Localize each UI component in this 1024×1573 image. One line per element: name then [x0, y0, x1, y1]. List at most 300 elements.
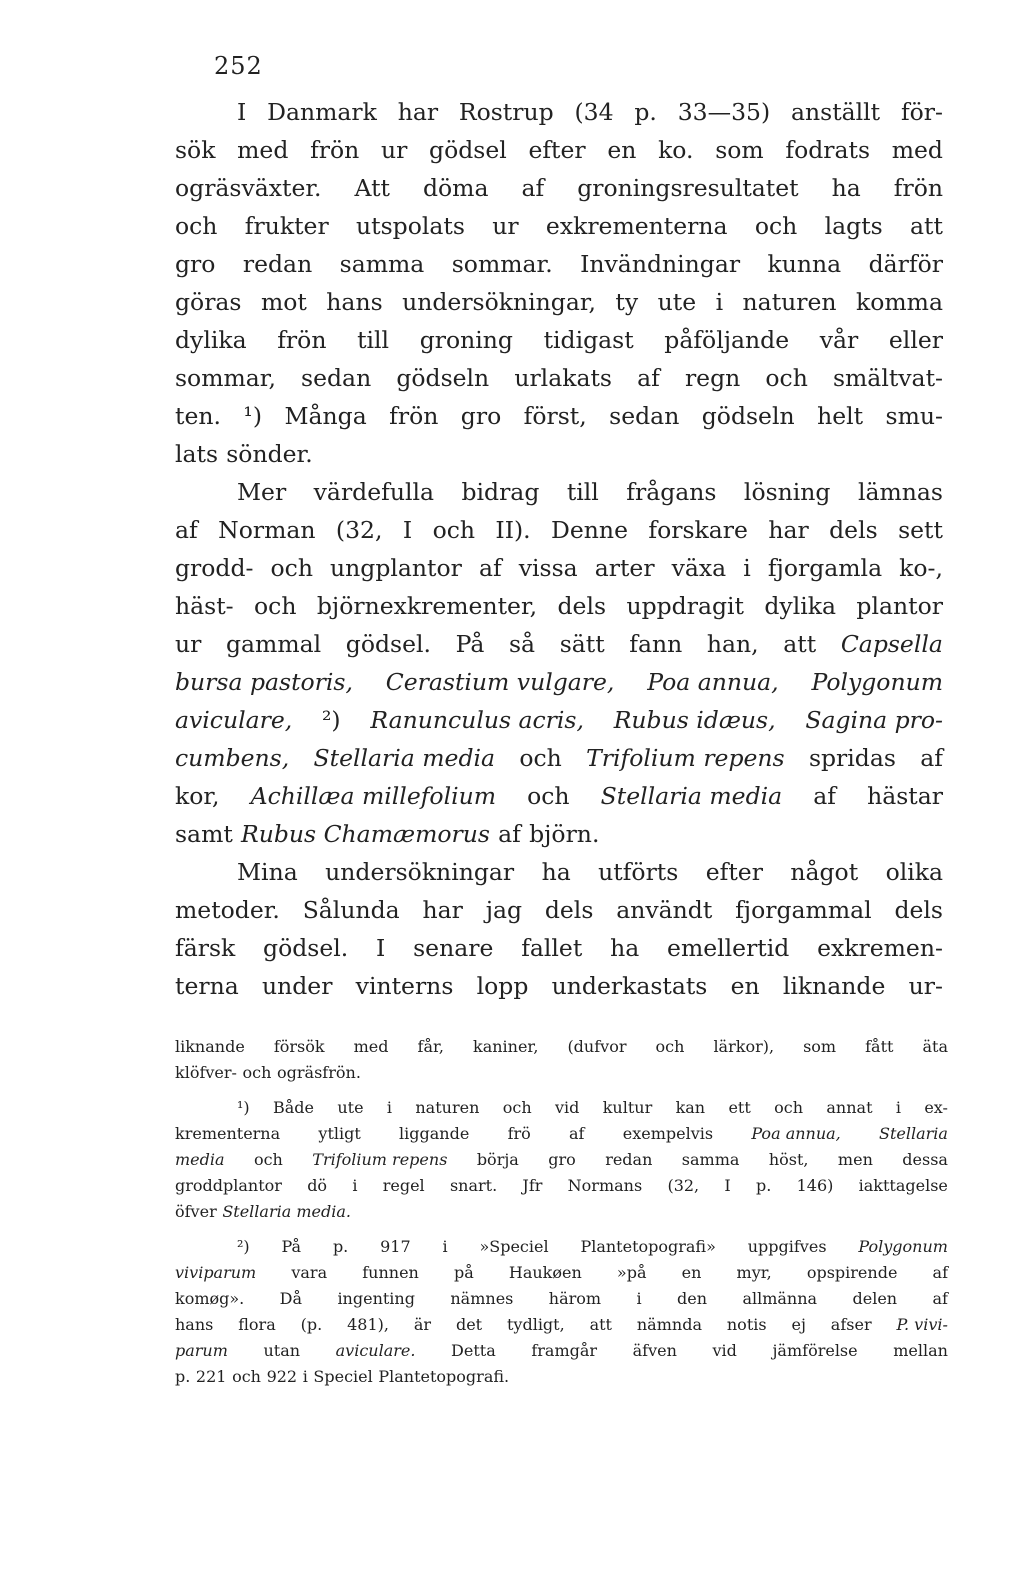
text-line [175, 364, 943, 402]
text-line [175, 706, 943, 744]
italic-text: Stellaria media [313, 744, 496, 772]
text-segment: ten. [175, 402, 221, 430]
footnote-line [175, 1263, 948, 1289]
text-segment: På [455, 630, 485, 658]
text-segment: hans [326, 288, 383, 316]
text-segment: 33—35) [677, 98, 771, 126]
text-segment: liknande [782, 972, 886, 1000]
text-segment: hans [175, 1315, 214, 1334]
text-segment: fodrats [785, 136, 871, 164]
text-segment: krementerna [175, 1124, 281, 1143]
text-segment: och [432, 516, 476, 544]
text-segment: Denne [551, 516, 628, 544]
text-segment: sedan [609, 402, 680, 430]
italic-text: Trifolium repens [312, 1150, 448, 1169]
text-segment: undersökningar, [402, 288, 596, 316]
text-segment: sönder. [226, 440, 313, 468]
text-segment: med [353, 1037, 389, 1056]
italic-text: Cerastium vulgare, [385, 668, 615, 696]
text-segment: Detta [451, 1341, 496, 1360]
text-segment: ur [175, 630, 202, 658]
text-segment: redan [242, 250, 313, 278]
footnote-line [175, 1176, 948, 1202]
text-segment: ²) [237, 1237, 250, 1256]
footnote-line [175, 1202, 948, 1228]
text-segment: vid [712, 1341, 737, 1360]
text-segment: efter [528, 136, 586, 164]
text-segment: (dufvor [567, 1037, 627, 1056]
text-segment: och [765, 364, 808, 392]
text-segment: framgår [531, 1341, 598, 1360]
text-segment: frön [310, 136, 360, 164]
text-segment: lärkor), [713, 1037, 775, 1056]
text-segment: att [783, 630, 817, 658]
text-segment: dö [307, 1176, 328, 1195]
text-segment: en [607, 136, 637, 164]
text-segment: flora [238, 1315, 276, 1334]
text-segment: kor, [175, 782, 220, 810]
text-line [175, 98, 943, 136]
text-segment: Normans [567, 1176, 643, 1195]
text-segment: att [589, 1315, 612, 1334]
text-segment: gro [175, 250, 216, 278]
text-line [175, 782, 943, 820]
text-segment: lagts [824, 212, 883, 240]
text-segment: att [910, 212, 943, 240]
text-segment: i [302, 1367, 308, 1386]
text-segment: påföljande [664, 326, 790, 354]
text-segment: ett [728, 1098, 751, 1117]
text-segment: fallet [521, 934, 583, 962]
italic-text: P. vivi- [896, 1315, 948, 1334]
text-segment: björn. [529, 820, 600, 848]
text-segment: fjorgammal [735, 896, 872, 924]
text-segment: ex- [924, 1098, 948, 1117]
text-segment: frön [389, 402, 439, 430]
text-line [175, 630, 943, 668]
text-segment: nämnda [636, 1315, 702, 1334]
text-segment: liggande [399, 1124, 470, 1143]
text-segment: och [270, 554, 313, 582]
text-segment: samt [175, 820, 233, 848]
text-segment: sätt [559, 630, 605, 658]
text-segment: som [803, 1037, 837, 1056]
text-segment: och [519, 744, 562, 772]
text-segment: af [569, 1124, 585, 1143]
text-segment: han, [706, 630, 759, 658]
text-segment: vissa [518, 554, 578, 582]
text-segment: spridas [808, 744, 896, 772]
text-segment: ungplantor [330, 554, 462, 582]
text-segment: af [637, 364, 660, 392]
text-segment: gödseln [701, 402, 795, 430]
text-segment: forskare [648, 516, 748, 544]
text-segment: lösning [743, 478, 831, 506]
text-segment: olika [885, 858, 943, 886]
text-segment: ko. [658, 136, 694, 164]
text-segment: sök [175, 136, 216, 164]
text-segment: underkastats [551, 972, 708, 1000]
text-segment: smu- [885, 402, 943, 430]
text-segment: 481), [347, 1315, 389, 1334]
italic-text: Ranunculus acris, [370, 706, 584, 734]
text-segment: mellan [893, 1341, 948, 1360]
text-line [175, 554, 943, 592]
text-segment: dels [557, 592, 607, 620]
text-segment: i [386, 1098, 393, 1117]
text-segment: Danmark [267, 98, 377, 126]
italic-text: Stellaria [879, 1124, 948, 1143]
text-segment: utan [263, 1341, 301, 1360]
italic-text: Polygonum [811, 668, 943, 696]
text-segment: redan [605, 1150, 653, 1169]
text-segment: något [790, 858, 859, 886]
text-segment: ¹) [237, 1098, 250, 1117]
text-segment: komma [856, 288, 943, 316]
text-segment: i [743, 554, 751, 582]
italic-text: Stellaria media. [222, 1202, 351, 1221]
text-segment: användt [616, 896, 713, 924]
text-segment: är [413, 1315, 432, 1334]
italic-text: Rubus idæus, [613, 706, 776, 734]
text-segment: regel [382, 1176, 425, 1195]
text-segment: Mer [237, 478, 287, 506]
text-line [175, 326, 943, 364]
text-segment: groningsresultatet [577, 174, 799, 202]
text-segment: ur [492, 212, 519, 240]
text-segment: af [932, 1263, 948, 1282]
text-segment: af [498, 820, 521, 848]
text-segment: ingenting [337, 1289, 415, 1308]
text-segment: På [281, 1237, 302, 1256]
text-segment: äta [922, 1037, 948, 1056]
text-segment: ogräsväxter. [175, 174, 322, 202]
text-line [175, 896, 943, 934]
italic-text: Capsella [840, 630, 943, 658]
text-segment: tydligt, [506, 1315, 565, 1334]
text-segment: som [715, 136, 764, 164]
text-segment: urlakats [514, 364, 612, 392]
text-segment: höst, [768, 1150, 809, 1169]
text-segment: Norman [218, 516, 316, 544]
text-segment: och [253, 1150, 283, 1169]
text-segment: vinterns [355, 972, 454, 1000]
text-segment: samma [339, 250, 425, 278]
text-line [175, 744, 943, 782]
text-segment: p. [634, 98, 657, 126]
text-segment: i [636, 1289, 642, 1308]
text-segment: därför [868, 250, 943, 278]
footnote-line [175, 1315, 948, 1341]
text-segment: emellertid [667, 934, 790, 962]
text-segment: 146) [796, 1176, 834, 1195]
text-segment: gammal [226, 630, 322, 658]
text-segment: allmänna [742, 1289, 818, 1308]
text-segment: frön [893, 174, 943, 202]
text-segment: liknande [175, 1037, 245, 1056]
text-segment: och [242, 1063, 272, 1082]
text-segment: (32, [335, 516, 383, 544]
text-segment: I [376, 934, 386, 962]
text-segment: gro [460, 402, 502, 430]
text-segment: fjorgamla [767, 554, 883, 582]
text-segment: groning [419, 326, 513, 354]
text-segment: utspolats [356, 212, 465, 240]
text-line [175, 440, 943, 478]
text-segment: ur [380, 136, 408, 164]
text-segment: kaniner, [473, 1037, 539, 1056]
italic-text: Poa annua, [751, 1124, 841, 1143]
italic-text: cumbens, [175, 744, 290, 772]
text-segment: Många [284, 402, 367, 430]
text-segment: ha [610, 934, 640, 962]
text-segment: och [502, 1098, 532, 1117]
italic-text: aviculare. [335, 1341, 416, 1360]
text-segment: snart. [449, 1176, 498, 1195]
text-segment: notis [726, 1315, 767, 1334]
text-line [175, 250, 943, 288]
text-segment: så [509, 630, 536, 658]
text-segment: sommar. [451, 250, 553, 278]
text-segment: frågans [626, 478, 717, 506]
text-segment: kultur [602, 1098, 653, 1117]
text-segment: ej [791, 1315, 806, 1334]
text-segment: med [237, 136, 289, 164]
text-segment: terna [175, 972, 239, 1000]
text-segment: en [681, 1263, 702, 1282]
text-segment: har [422, 896, 463, 924]
text-segment: vara [291, 1263, 328, 1282]
text-segment: i [895, 1098, 901, 1117]
text-segment: först, [523, 402, 587, 430]
text-line [175, 934, 943, 972]
text-segment: naturen [742, 288, 837, 316]
text-segment: värdefulla [313, 478, 435, 506]
text-segment: uppdragit [626, 592, 744, 620]
text-segment: får, [417, 1037, 444, 1056]
text-segment: kunna [767, 250, 842, 278]
footnote-line [175, 1063, 948, 1089]
text-segment: under [261, 972, 333, 1000]
footnote-line [175, 1237, 948, 1263]
text-segment: till [566, 478, 599, 506]
footnote-line [175, 1289, 948, 1315]
text-segment: ogräsfrön. [277, 1063, 361, 1082]
text-segment: men [837, 1150, 873, 1169]
text-segment: regn [684, 364, 741, 392]
text-segment: grodd- [175, 554, 254, 582]
text-segment: Plantetopografi. [378, 1367, 510, 1386]
text-segment: lopp [476, 972, 529, 1000]
text-segment: jag [485, 896, 523, 924]
text-segment: exkremen- [817, 934, 943, 962]
text-segment: lämnas [857, 478, 943, 506]
text-segment: göras [175, 288, 242, 316]
text-segment: vid [554, 1098, 580, 1117]
text-segment: klöfver- [175, 1063, 237, 1082]
footnote-line [175, 1037, 948, 1063]
text-segment: ha [541, 858, 571, 886]
text-line [175, 972, 943, 1010]
italic-text: Trifolium repens [586, 744, 785, 772]
text-segment: i [442, 1237, 448, 1256]
text-segment: har [397, 98, 439, 126]
text-segment: Då [279, 1289, 303, 1308]
text-segment: samma [681, 1150, 740, 1169]
text-segment: myr, [736, 1263, 772, 1282]
text-segment: ko-, [899, 554, 943, 582]
text-segment: nämnes [450, 1289, 514, 1308]
text-segment: ha [831, 174, 861, 202]
text-segment: af [920, 744, 943, 772]
text-line [175, 288, 943, 326]
text-line [175, 402, 943, 440]
text-segment: fått [865, 1037, 894, 1056]
text-segment: dylika [764, 592, 836, 620]
text-segment: sett [898, 516, 943, 544]
italic-text: media [175, 1150, 225, 1169]
text-segment: häst- [175, 592, 234, 620]
text-segment: ty [615, 288, 639, 316]
text-segment: funnen [362, 1263, 419, 1282]
text-segment: ur- [908, 972, 943, 1000]
italic-text: aviculare, [175, 706, 293, 734]
text-segment: af [478, 554, 502, 582]
text-segment: Att [354, 174, 390, 202]
text-segment: 922 [266, 1367, 298, 1386]
footnote-line [175, 1341, 948, 1367]
text-segment: ²) [322, 706, 341, 734]
text-segment: »på [616, 1263, 647, 1282]
text-segment: Mina [237, 858, 298, 886]
body-text [175, 98, 943, 1010]
text-segment: och [527, 782, 570, 810]
italic-text: Achillæa millefolium [250, 782, 497, 810]
text-segment: annat [826, 1098, 873, 1117]
text-line [175, 592, 943, 630]
text-segment: Jfr [522, 1176, 543, 1195]
text-segment: dels [894, 896, 943, 924]
text-segment: kan [675, 1098, 706, 1117]
text-segment: Speciel [313, 1367, 373, 1386]
text-segment: opspirende [806, 1263, 898, 1282]
text-segment: jämförelse [772, 1341, 858, 1360]
text-segment: och [254, 592, 297, 620]
text-segment: frö [507, 1124, 531, 1143]
footnote-line [175, 1098, 948, 1124]
text-line [175, 174, 943, 212]
text-segment: och [232, 1367, 261, 1386]
italic-text: Rubus Chamæmorus [241, 820, 490, 848]
text-segment: och [655, 1037, 685, 1056]
text-segment: exkrementerna [545, 212, 728, 240]
text-segment: mot [260, 288, 307, 316]
text-segment: exempelvis [622, 1124, 714, 1143]
text-segment: och [175, 212, 218, 240]
text-segment: af [521, 174, 545, 202]
text-segment: börja [476, 1150, 519, 1169]
text-segment: gödseln [396, 364, 490, 392]
text-segment: Rostrup [458, 98, 554, 126]
text-segment: efter [705, 858, 763, 886]
text-segment: gro [548, 1150, 576, 1169]
text-segment: (p. [300, 1315, 323, 1334]
text-line [175, 820, 943, 858]
text-line [175, 516, 943, 554]
text-segment: fann [629, 630, 683, 658]
footnote-line [175, 1150, 948, 1176]
text-segment: en [730, 972, 760, 1000]
text-segment: metoder. [175, 896, 280, 924]
text-segment: iakttagelse [858, 1176, 948, 1195]
text-segment: I [402, 516, 413, 544]
text-segment: (34 [574, 98, 614, 126]
text-segment: på [453, 1263, 474, 1282]
text-segment: i [352, 1176, 358, 1195]
text-segment: frön [277, 326, 327, 354]
text-segment: eller [888, 326, 943, 354]
text-segment: utförts [598, 858, 679, 886]
text-segment: och [754, 212, 798, 240]
text-segment: Både [273, 1098, 315, 1117]
text-segment: p. [175, 1367, 191, 1386]
text-segment: af [932, 1289, 948, 1308]
italic-text: Sagina pro- [805, 706, 943, 734]
text-segment: Sålunda [302, 896, 400, 924]
text-line [175, 668, 943, 706]
text-segment: komøg». [175, 1289, 245, 1308]
text-segment: af [175, 516, 198, 544]
text-segment: ytligt [318, 1124, 361, 1143]
text-segment: 917 [380, 1237, 411, 1256]
text-segment: afser [830, 1315, 872, 1334]
italic-text: parum [175, 1341, 228, 1360]
text-segment: och [774, 1098, 804, 1117]
text-segment: vår [819, 326, 859, 354]
text-segment: färsk [175, 934, 236, 962]
text-segment: groddplantor [175, 1176, 282, 1195]
footnote-line [175, 1367, 948, 1393]
text-segment: bidrag [461, 478, 540, 506]
page-number: 252 [214, 52, 263, 80]
italic-text: bursa pastoris, [175, 668, 353, 696]
text-segment: p. [756, 1176, 772, 1195]
text-segment: öfver [175, 1202, 217, 1221]
text-segment: gödsel. [263, 934, 349, 962]
text-segment: delen [852, 1289, 898, 1308]
text-segment: försök [273, 1037, 325, 1056]
text-segment: äfven [632, 1341, 677, 1360]
footnote-line [175, 1124, 948, 1150]
text-segment: frukter [244, 212, 329, 240]
text-segment: ¹) [243, 402, 262, 430]
text-segment: lats [175, 440, 219, 468]
text-line [175, 212, 943, 250]
text-segment: I [724, 1176, 731, 1195]
text-segment: uppgifves [747, 1237, 827, 1256]
text-line [175, 478, 943, 516]
text-segment: dessa [902, 1150, 948, 1169]
text-segment: Haukøen [508, 1263, 582, 1282]
text-segment: II). [495, 516, 531, 544]
text-segment: dylika [175, 326, 247, 354]
text-segment: dels [544, 896, 594, 924]
text-segment: 221 [195, 1367, 227, 1386]
text-segment: hästar [867, 782, 943, 810]
text-segment: sommar, [175, 364, 276, 392]
footnotes [175, 1037, 948, 1393]
italic-text: Stellaria media [600, 782, 783, 810]
